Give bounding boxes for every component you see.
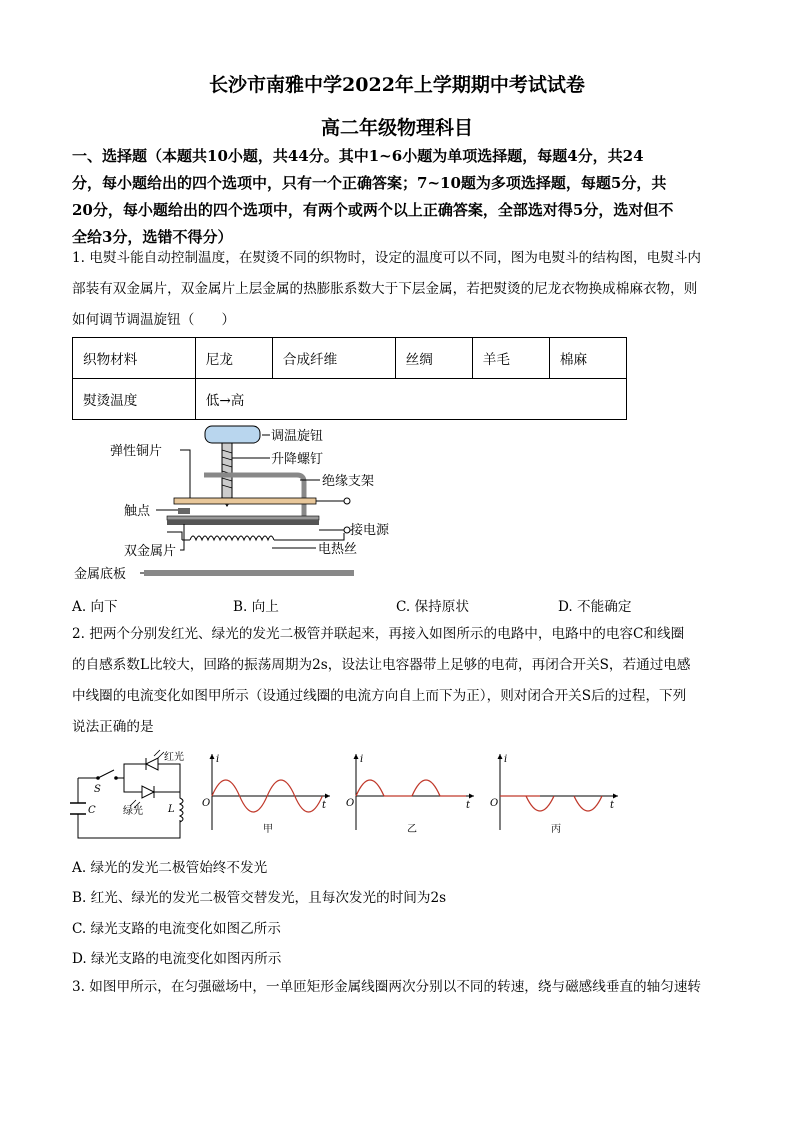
- table-cell: 棉麻: [549, 338, 626, 379]
- contact-shape: [178, 508, 190, 514]
- iron-structure-figure: [72, 420, 412, 590]
- switch-label: S: [94, 784, 101, 795]
- table-cell: 织物材料: [73, 338, 196, 379]
- q2-option-b: B. 红光、绿光的发光二极管交替发光，且每次发光的时间为2s: [72, 890, 447, 906]
- fabric-temperature-table: [72, 337, 627, 420]
- table-row: [73, 338, 627, 379]
- current-wave: [526, 796, 602, 811]
- question-1-stem: [72, 243, 732, 336]
- section-line: 一、选择题（本题共10小题，共44分。其中1~6小题为单项选择题，每题4分，共24: [72, 147, 644, 165]
- question-2-stem: [72, 619, 732, 743]
- axis-label-y: i: [216, 754, 220, 765]
- support-shape: [204, 475, 304, 520]
- inductor-coil: [180, 792, 183, 822]
- q1-option-a: A. 向下: [72, 599, 118, 615]
- axis-label-y: i: [360, 754, 364, 765]
- section-line: 分，每小题给出的四个选项中，只有一个正确答案；7~10题为多项选择题，每题5分，共: [72, 174, 667, 192]
- question-line: 1. 电熨斗能自动控制温度，在熨烫不同的织物时，设定的温度可以不同，图为电熨斗的结构图，电熨斗内: [72, 250, 702, 266]
- base-plate: [144, 570, 354, 576]
- knob-shape: [205, 426, 260, 443]
- page-subtitle: 高二年级物理科目: [320, 117, 473, 139]
- table-cell: 丝绸: [395, 338, 472, 379]
- bimetal-strip: [167, 516, 319, 520]
- axis-label-y: i: [504, 754, 508, 765]
- bimetal-label: 双金属片: [124, 544, 177, 559]
- red-led-symbol: [146, 758, 158, 770]
- axis-label-x: t: [610, 800, 615, 811]
- graph-jia: [200, 750, 340, 840]
- table-cell: 合成纤维: [272, 338, 395, 379]
- axis-label-x: t: [322, 800, 327, 811]
- base-label: 金属底板: [74, 567, 127, 582]
- section-instructions: [72, 143, 732, 251]
- axis-label-x: t: [466, 800, 471, 811]
- lc-circuit-figure: [70, 748, 195, 843]
- q2-option-c: C. 绿光支路的电流变化如图乙所示: [72, 921, 281, 937]
- origin-label: O: [490, 798, 499, 809]
- table-cell: 羊毛: [472, 338, 549, 379]
- q1-option-d: D. 不能确定: [558, 599, 632, 615]
- graph-bing: [488, 750, 628, 840]
- current-wave: [356, 780, 440, 796]
- question-line: 的自感系数L比较大，回路的振荡周期为2s，设法让电容器带上足够的电荷，再闭合开关S，若通过电感: [72, 657, 691, 673]
- question-line: 中线圈的电流变化如图甲所示（设通过线圈的电流方向自上而下为正），则对闭合开关S后的过程，下列: [72, 688, 687, 704]
- capacitor-label: C: [88, 805, 96, 816]
- inductor-label: L: [168, 804, 175, 815]
- question-line: 2. 把两个分别发红光、绿光的发光二极管并联起来，再接入如图所示的电路中，电路中的电容C和线圈: [72, 626, 685, 642]
- table-row: [73, 379, 627, 420]
- q2-option-d: D. 绿光支路的电流变化如图丙所示: [72, 951, 282, 967]
- question-line: 说法正确的是: [72, 719, 154, 735]
- question-3-stem: [72, 972, 732, 1003]
- table-cell: 熨烫温度: [73, 379, 196, 420]
- green-label: 绿光: [123, 806, 143, 817]
- q2-option-a: A. 绿光的发光二极管始终不发光: [72, 860, 268, 876]
- red-label: 红光: [164, 752, 184, 763]
- switch-lever: [98, 770, 114, 778]
- q1-option-c: C. 保持原状: [396, 599, 469, 615]
- question-line: 3. 如图甲所示，在匀强磁场中，一单匝矩形金属线圈两次分别以不同的转速，绕与磁感线垂直的轴匀速转: [72, 979, 702, 995]
- copper-label: 弹性铜片: [110, 444, 163, 459]
- table-cell: 尼龙: [195, 338, 272, 379]
- origin-label: O: [202, 798, 211, 809]
- screw-label: 升降螺钉: [271, 452, 324, 467]
- question-line: 部装有双金属片，双金属片上层金属的热膨胀系数大于下层金属，若把熨烫的尼龙衣物换成棉麻衣物，则: [72, 281, 698, 297]
- green-led-symbol: [142, 786, 154, 798]
- q1-option-b: B. 向上: [233, 599, 279, 615]
- heater-label: 电热丝: [318, 542, 358, 557]
- graph-caption: 甲: [263, 824, 273, 835]
- page-title: 长沙市南雅中学2022年上学期期中考试试卷: [209, 74, 585, 96]
- section-line: 20分，每小题给出的四个选项中，有两个或两个以上正确答案，全部选对得5分，选对但不: [72, 201, 674, 219]
- contact-label: 触点: [124, 504, 151, 519]
- origin-label: O: [346, 798, 355, 809]
- power-label: 接电源: [350, 523, 390, 538]
- graph-caption: 丙: [551, 824, 561, 835]
- knob-label: 调温旋钮: [271, 429, 324, 444]
- graph-yi: [344, 750, 484, 840]
- support-label: 绝缘支架: [322, 474, 375, 489]
- question-line: 如何调节调温旋钮（ ）: [72, 312, 236, 328]
- heater-coil: [190, 536, 274, 540]
- copper-strip: [174, 498, 316, 504]
- table-cell: 低→高: [195, 379, 626, 420]
- section-line: 全给3分，选错不得分）: [72, 228, 233, 246]
- graph-caption: 乙: [407, 824, 417, 835]
